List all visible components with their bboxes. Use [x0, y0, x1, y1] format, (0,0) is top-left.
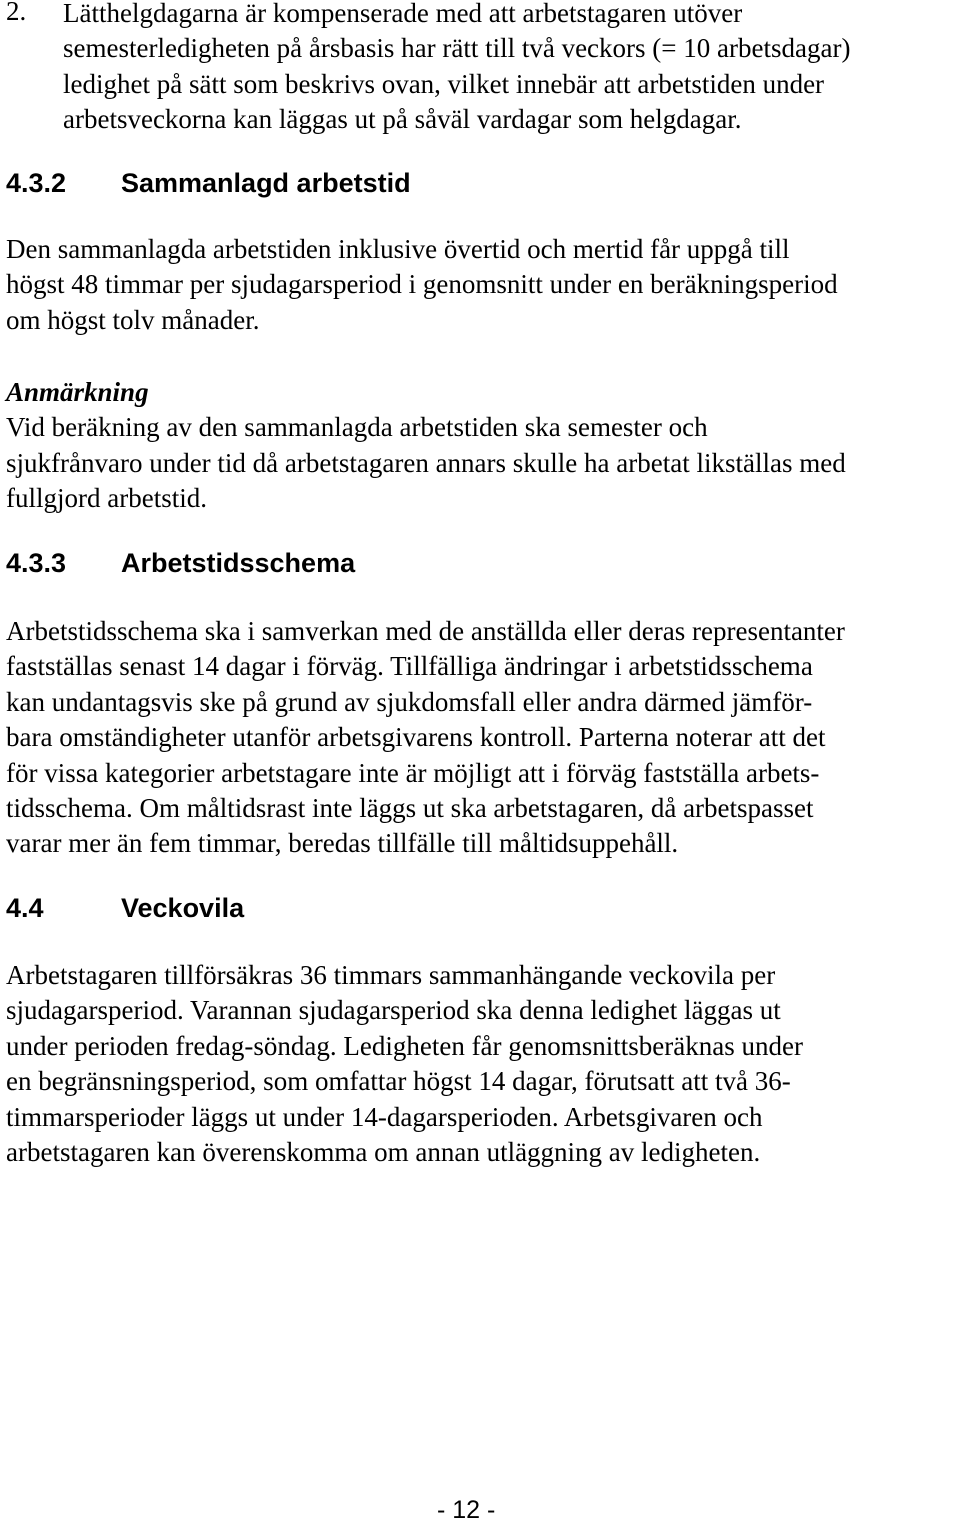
text-line: Arbetstagaren tillförsäkras 36 timmars sammanhängande veckovila per: [6, 960, 776, 990]
note: [6, 375, 956, 517]
text-line: Den sammanlagda arbetstiden inklusive övertid och mertid får uppgå till: [6, 234, 790, 264]
section-heading: [6, 548, 706, 582]
paragraph: [6, 614, 956, 862]
text-line: bara omständigheter utanför arbetsgivarens kontroll. Parterna noterar att det: [6, 722, 826, 753]
text-line: arbetstagaren kan överenskomma om annan utläggning av ledigheten.: [6, 1136, 761, 1167]
text-line: timmarsperioder läggs ut under 14-dagarsperioden. Arbetsgivaren och: [6, 1101, 763, 1132]
section-heading: [6, 168, 706, 202]
text-line: högst 48 timmar per sjudagarsperiod i genomsnitt under en beräkningsperiod: [6, 269, 838, 300]
paragraph: [6, 958, 956, 1170]
text-line: ledighet på sätt som beskrivs ovan, vilket innebär att arbetstiden under: [63, 68, 825, 99]
text-line: varar mer än fem timmar, beredas tillfälle till måltidsuppehåll.: [6, 828, 679, 859]
section-heading: [6, 893, 706, 927]
text-line: fullgjord arbetstid.: [6, 483, 207, 514]
page-number: - 12 -: [437, 1496, 496, 1524]
section-number: 4.3.3: [6, 548, 67, 578]
text-line: sjudagarsperiod. Varannan sjudagarsperiod ska denna ledighet läggas ut: [6, 995, 781, 1026]
section-title: Arbetstidsschema: [121, 548, 356, 578]
list-item: [0, 0, 960, 138]
list-item-text: [63, 0, 850, 138]
text-line: för vissa kategorier arbetstagare inte är möjligt att i förväg fastställa arbets-: [6, 757, 820, 788]
section-number: 4.3.2: [6, 168, 67, 198]
text-line: Vid beräkning av den sammanlagda arbetstiden ska semester och: [6, 412, 708, 443]
text-line: semesterledigheten på årsbasis har rätt till två veckors (= 10 arbetsdagar): [63, 33, 851, 64]
text-line: en begränsningsperiod, som omfattar högst 14 dagar, förutsatt att två 36-: [6, 1066, 791, 1097]
section-number: 4.4: [6, 893, 44, 923]
section-title: Veckovila: [121, 893, 245, 923]
list-marker: 2.: [6, 0, 27, 26]
note-label: Anmärkning: [6, 377, 149, 407]
text-line: kan undantagsvis ske på grund av sjukdomsfall eller andra därmed jämför-: [6, 686, 813, 717]
text-line: tidsschema. Om måltidsrast inte läggs ut ska arbetstagaren, då arbetspasset: [6, 792, 814, 823]
section-title: Sammanlagd arbetstid: [121, 168, 411, 198]
paragraph: [6, 232, 956, 338]
text-line: sjukfrånvaro under tid då arbetstagaren annars skulle ha arbetat likställas med: [6, 447, 846, 478]
text-line: fastställas senast 14 dagar i förväg. Tillfälliga ändringar i arbetstidsschema: [6, 651, 813, 682]
text-line: arbetsveckorna kan läggas ut på såväl vardagar som helgdagar.: [63, 104, 742, 135]
text-line: om högst tolv månader.: [6, 304, 260, 335]
text-line: Arbetstidsschema ska i samverkan med de anställda eller deras representanter: [6, 616, 845, 646]
text-line: Lätthelgdagarna är kompenserade med att arbetstagaren utöver: [63, 0, 743, 28]
text-line: under perioden fredag-söndag. Ledigheten får genomsnittsberäknas under: [6, 1030, 803, 1061]
